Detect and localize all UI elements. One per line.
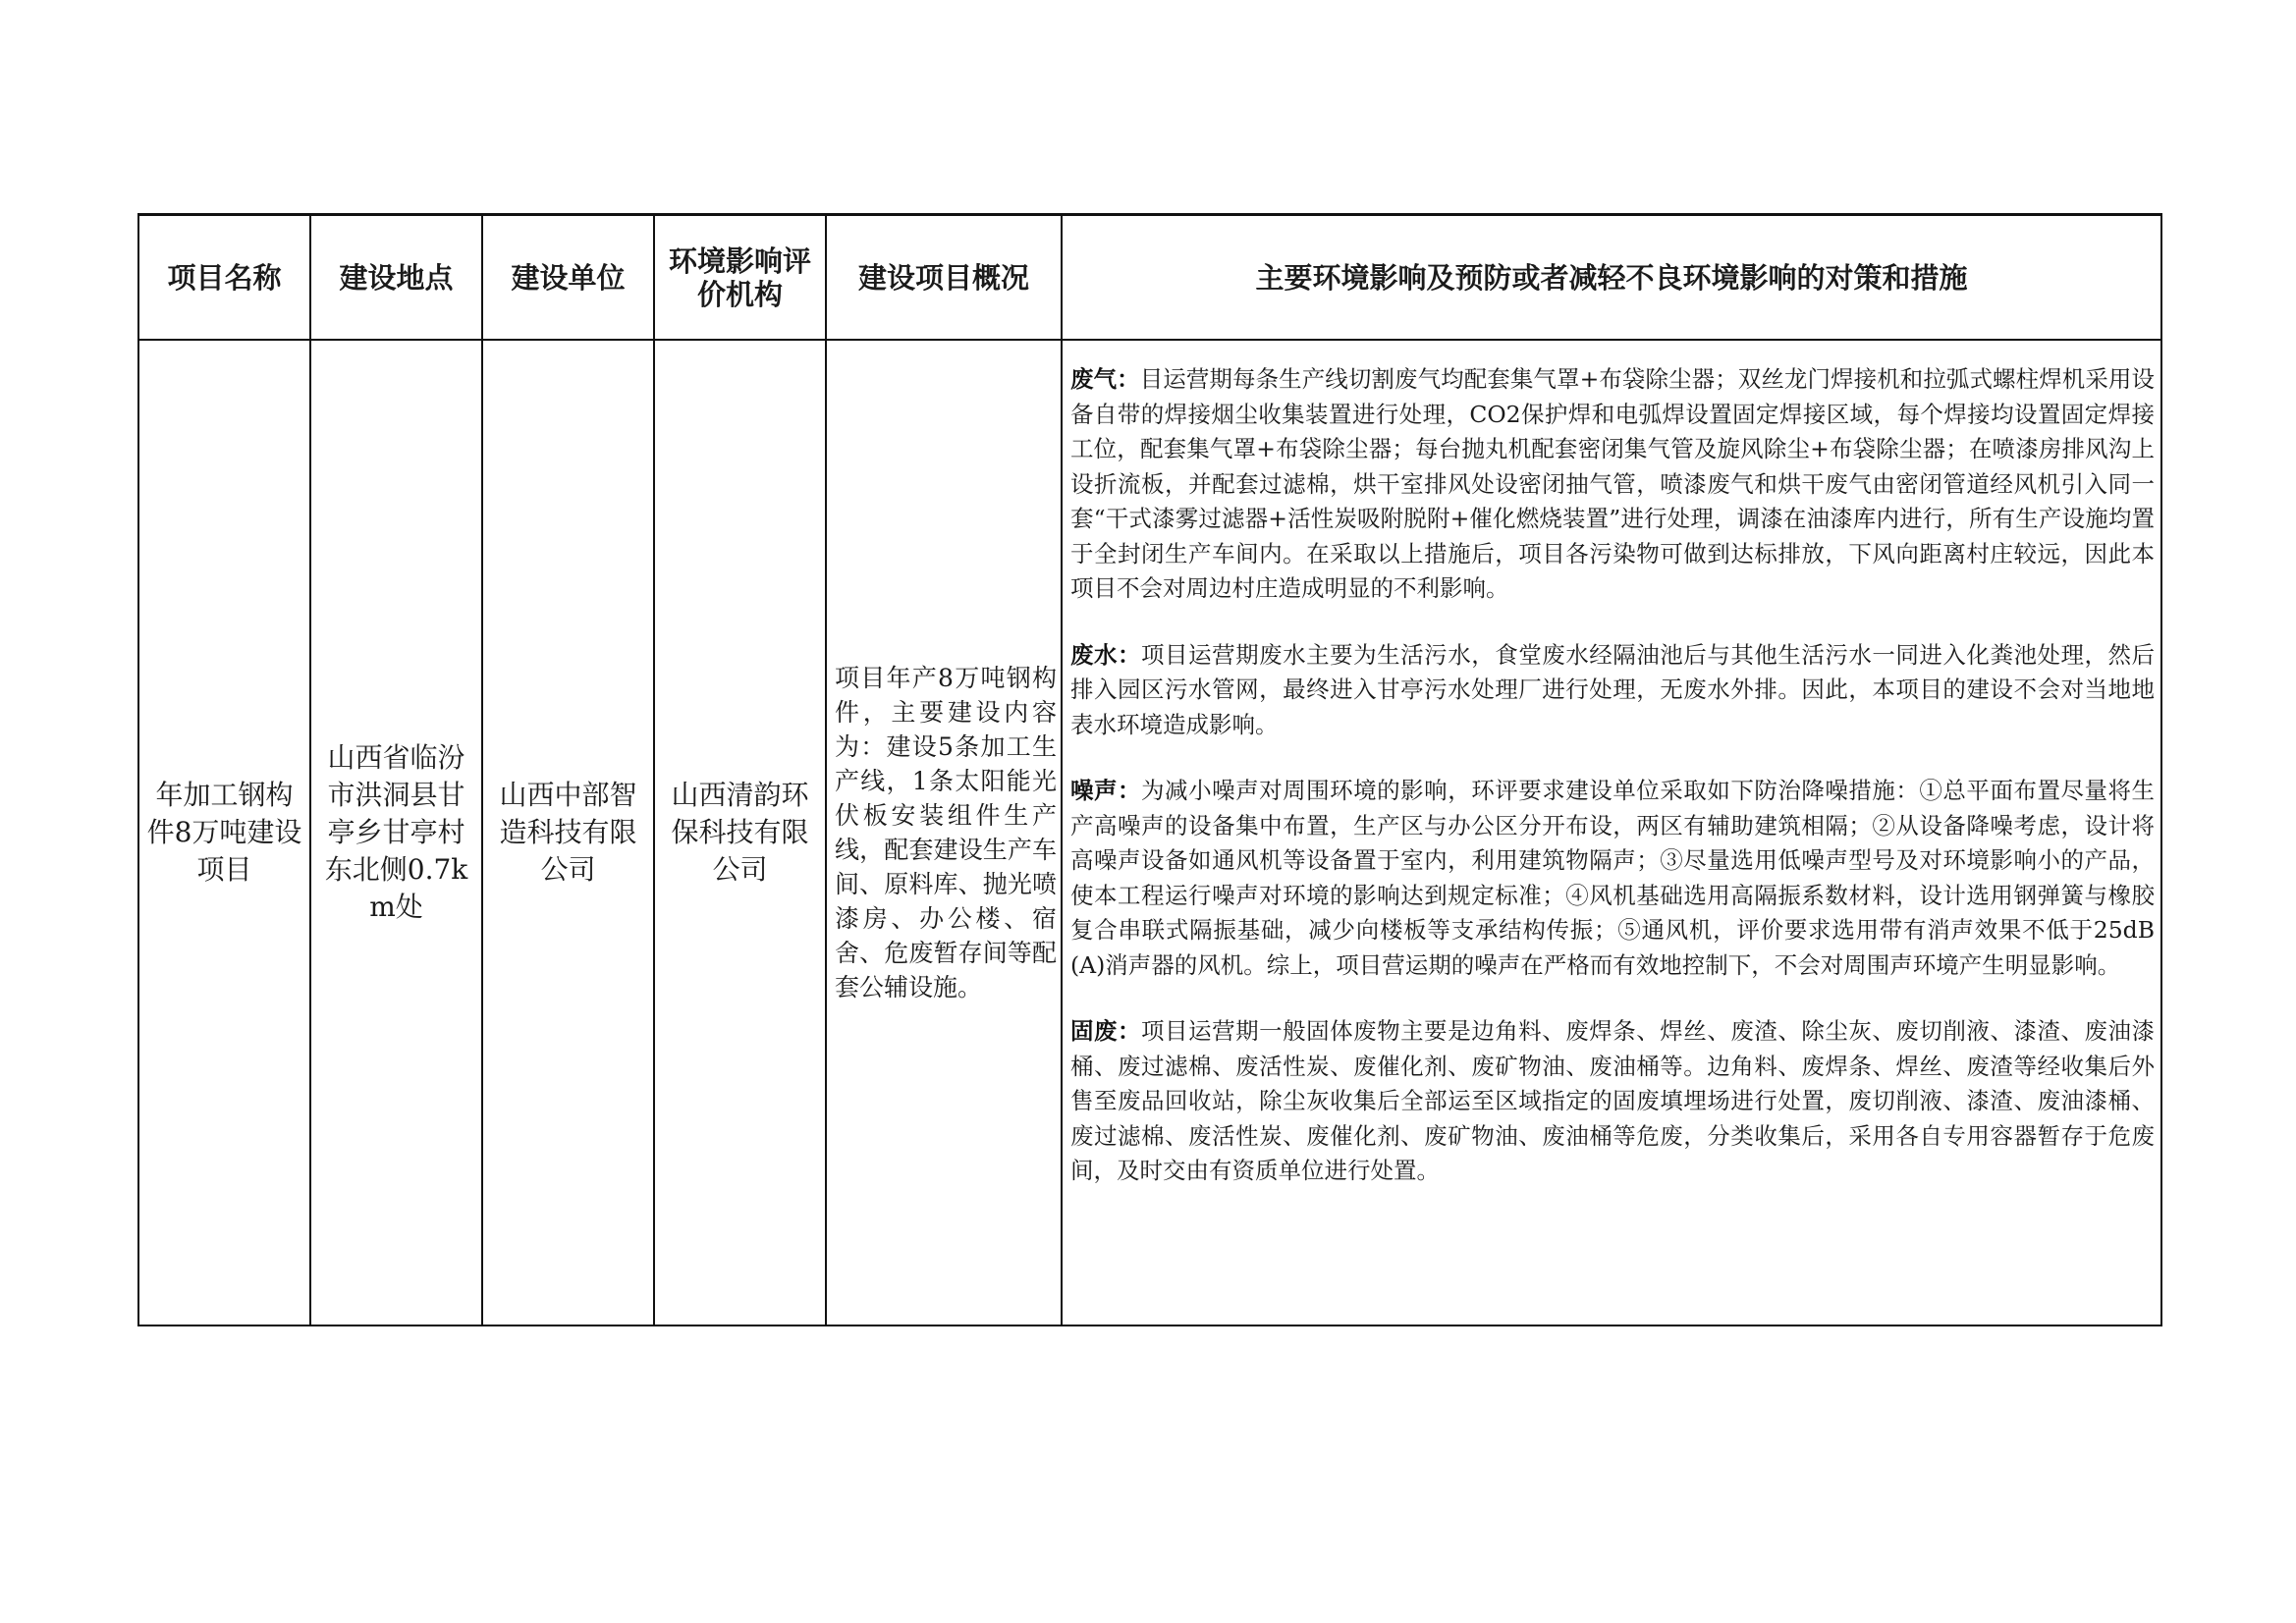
- header-eia-agency: 环境影响评价机构: [654, 215, 826, 341]
- measure-label: 噪声：: [1070, 777, 1142, 804]
- cell-measures: [1062, 340, 2161, 1325]
- header-location: 建设地点: [310, 215, 482, 341]
- cell-project-name: 年加工钢构件8万吨建设项目: [138, 340, 310, 1325]
- measure-label: 废水：: [1070, 640, 1142, 669]
- cell-eia-agency: 山西清韵环保科技有限公司: [654, 340, 826, 1325]
- measure-waste-water: [1070, 638, 2155, 743]
- cell-location: 山西省临汾市洪洞县甘亭乡甘亭村东北侧0.7km处: [310, 340, 482, 1325]
- measure-noise: [1070, 774, 2155, 983]
- header-project-name: 项目名称: [138, 215, 310, 341]
- header-builder: 建设单位: [482, 215, 654, 341]
- measure-text: 项目运营期废水主要为生活污水，食堂废水经隔油池后与其他生活污水一同进入化粪池处理，然后排入园区污水管网，最终进入甘亭污水处理厂进行处理，无废水外排。因此，本项目的建设不会对当地地表水环境造成影响。: [1070, 640, 2156, 738]
- measure-label: 固废：: [1070, 1017, 1142, 1045]
- measure-text: 项目运营期一般固体废物主要是边角料、废焊条、焊丝、废渣、除尘灰、废切削液、漆渣、废油漆桶、废过滤棉、废活性炭、废催化剂、废矿物油、废油桶等。边角料、废焊条、焊丝、废渣等经收集后外售至废品回收站，除尘灰收集后全部运至区域指定的固废填埋场进行处置，废切削液、漆渣、废油漆桶、废过滤棉、废活性炭、废催化剂、废矿物油、废油桶等危废，分类收集后，采用各自专用容器暂存于危废间，及时交由有资质单位进行处置。: [1070, 1017, 2156, 1184]
- measure-text: 目运营期每条生产线切割废气均配套集气罩+布袋除尘器；双丝龙门焊接机和拉弧式螺柱焊机采用设备自带的焊接烟尘收集装置进行处理，CO2保护焊和电弧焊设置固定焊接区域，每个焊接均设置固定焊接工位，配套集气罩+布袋除尘器；每台抛丸机配套密闭集气管及旋风除尘+布袋除尘器；在喷漆房排风沟上设折流板，并配套过滤棉，烘干室排风处设密闭抽气管，喷漆废气和烘干废气由密闭管道经风机引入同一套“干式漆雾过滤器+活性炭吸附脱附+催化燃烧装置”进行处理，调漆在油漆库内进行，所有生产设施均置于全封闭生产车间内。在采取以上措施后，项目各污染物可做到达标排放，下风向距离村庄较远，因此本项目不会对周边村庄造成明显的不利影响。: [1070, 365, 2155, 602]
- header-measures: 主要环境影响及预防或者减轻不良环境影响的对策和措施: [1062, 215, 2161, 341]
- header-overview: 建设项目概况: [826, 215, 1062, 341]
- table-row: [138, 340, 2161, 1325]
- cell-overview: 项目年产8万吨钢构件，主要建设内容为：建设5条加工生产线，1条太阳能光伏板安装组件生产线，配套建设生产车间、原料库、抛光喷漆房、办公楼、宿舍、危废暂存间等配套公辅设施。: [826, 340, 1062, 1325]
- measure-label: 废气：: [1070, 365, 1140, 393]
- measure-waste-gas: [1070, 362, 2155, 607]
- measure-text: 为减小噪声对周围环境的影响，环评要求建设单位采取如下防治降噪措施：①总平面布置尽量将生产高噪声的设备集中布置，生产区与办公区分开布设，两区有辅助建筑相隔；②从设备降噪考虑，设计将高噪声设备如通风机等设备置于室内，利用建筑物隔声；③尽量选用低噪声型号及对环境影响小的产品，使本工程运行噪声对环境的影响达到规定标准；④风机基础选用高隔振系数材料，设计选用钢弹簧与橡胶复合串联式隔振基础，减少向楼板等支承结构传振；⑤通风机，评价要求选用带有消声效果不低于25dB(A)消声器的风机。综上，项目营运期的噪声在严格而有效地控制下，不会对周围声环境产生明显影响。: [1070, 777, 2156, 979]
- measure-solid-waste: [1070, 1014, 2155, 1189]
- eia-summary-table: [137, 213, 2162, 1326]
- cell-builder: 山西中部智造科技有限公司: [482, 340, 654, 1325]
- table-header-row: [138, 215, 2161, 341]
